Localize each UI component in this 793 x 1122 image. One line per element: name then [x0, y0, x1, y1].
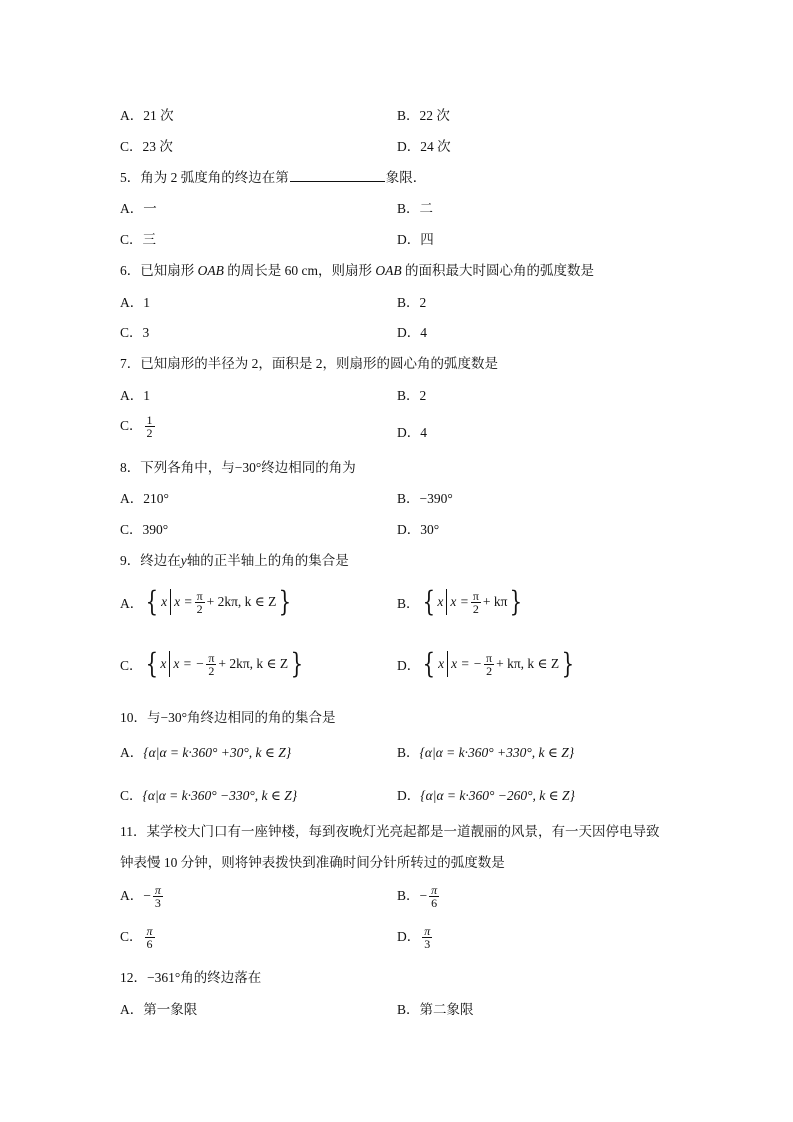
q11-b-num: π [431, 883, 438, 898]
q10-option-a-set: {α|α = k·360° +30°, k ∈ Z} [143, 745, 292, 760]
q9-b-tail: + kπ [482, 594, 508, 609]
q9-option-a [120, 585, 294, 618]
q10-option-a [120, 741, 291, 761]
q11-stem-line1: 11．某学校大门口有一座钟楼，每到夜晚灯光亮起都是一道靓丽的风景，有一天因停电导致 [120, 824, 660, 839]
q10-option-c-set: {α|α = k·360° −330°, k ∈ Z} [142, 788, 298, 803]
q9-a-fraction [195, 590, 205, 615]
q8-stem: 8．下列各角中，与−30°终边相同的角为 [120, 460, 356, 475]
q10-option-c-label: C． [120, 788, 143, 803]
left-brace-icon: { [145, 585, 159, 618]
q11-option-d-label: D． [397, 929, 421, 944]
left-brace-icon: { [422, 585, 435, 618]
left-brace-icon: { [145, 647, 158, 680]
q9-option-b [397, 585, 525, 618]
q6-stem [120, 259, 594, 279]
q4-option-b: B．22 次 [397, 108, 450, 123]
q10-option-b-label: B． [397, 745, 420, 760]
q7-option-d: D．4 [397, 425, 427, 440]
q9-option-b-label: B． [397, 596, 420, 611]
q9-c-eq: x = − [173, 656, 205, 671]
q5-stem-pre: 5．角为 2 弧度角的终边在第 [120, 170, 289, 185]
left-brace-icon: { [422, 647, 436, 680]
q11-a-sign: − [143, 888, 151, 903]
q6-option-d: D．4 [397, 325, 427, 340]
set-bar [169, 651, 170, 677]
right-brace-icon: } [279, 585, 292, 618]
q6-option-c: C．3 [120, 325, 150, 340]
q9-stem [120, 549, 349, 569]
q5-stem [120, 166, 426, 186]
right-brace-icon: } [290, 647, 304, 680]
q11-c-num: π [146, 924, 153, 939]
q8-option-d: D．30° [397, 522, 440, 537]
q7-option-b: B．2 [397, 388, 427, 403]
q9-b-eq: x = [450, 594, 469, 609]
q9-a-eq: x = [174, 594, 193, 609]
right-brace-icon: } [510, 585, 523, 618]
q9-b-var: x [437, 594, 444, 609]
q10-option-a-label: A． [120, 745, 144, 760]
q11-b-sign: − [419, 888, 428, 903]
q11-option-a [120, 884, 165, 909]
q6-sector-name-2: OAB [375, 263, 402, 278]
q9-d-var: x [438, 656, 445, 671]
set-bar [446, 589, 447, 615]
q10-option-d [397, 784, 575, 804]
q9-a-num: π [196, 588, 203, 603]
q11-option-c [120, 925, 157, 950]
q5-stem-post: 象限． [385, 170, 427, 185]
q9-c-num: π [208, 650, 215, 665]
q5-option-d: D．四 [397, 232, 434, 247]
q9-a-tail: + 2kπ, k ∈ Z [206, 594, 277, 609]
q9-c-fraction [206, 652, 216, 677]
q9-c-den: 2 [208, 663, 215, 678]
q11-stem-line2: 钟表慢 10 分钟，则将钟表拨快到准确时间分针所转过的弧度数是 [120, 855, 505, 870]
set-bar [447, 651, 448, 677]
q9-option-c-label: C． [120, 658, 143, 673]
q9-d-fraction [484, 652, 494, 677]
q9-option-d [397, 647, 577, 680]
q8-option-b: B．−390° [397, 491, 453, 506]
q9-a-den: 2 [196, 601, 203, 616]
q12-option-a: A．第一象限 [120, 1002, 198, 1017]
q11-b-fraction [429, 884, 439, 909]
q7-option-c-fraction [145, 414, 155, 439]
q11-c-fraction [145, 925, 155, 950]
q9-b-fraction [471, 590, 481, 615]
q9-option-a-label: A． [120, 596, 144, 611]
q11-b-den: 6 [431, 896, 438, 911]
q4-option-d: D．24 次 [397, 139, 451, 154]
q6-option-b: B．2 [397, 295, 427, 310]
set-bar [170, 589, 171, 615]
q11-option-a-label: A． [120, 888, 144, 903]
q10-stem: 10．与−30°角终边相同的角的集合是 [120, 710, 336, 725]
q5-option-b: B．二 [397, 201, 434, 216]
q11-d-num: π [424, 924, 431, 939]
q10-option-c [120, 784, 297, 804]
q9-b-den: 2 [472, 601, 479, 616]
q11-a-fraction [153, 884, 163, 909]
q9-c-var: x [160, 656, 167, 671]
q9-a-var: x [161, 594, 168, 609]
q9-c-tail: + 2kπ, k ∈ Z [218, 656, 289, 671]
q11-d-den: 3 [424, 937, 431, 952]
q5-option-a: A．一 [120, 201, 157, 216]
right-brace-icon: } [561, 647, 575, 680]
q11-c-den: 6 [146, 937, 153, 952]
q6-sector-name-1: OAB [197, 263, 224, 278]
q11-d-fraction [422, 925, 432, 950]
q11-option-c-label: C． [120, 929, 143, 944]
q11-option-d [397, 925, 434, 950]
q6-option-a: A．1 [120, 295, 150, 310]
q12-stem: 12．−361°角的终边落在 [120, 970, 262, 985]
q11-option-b [397, 884, 441, 909]
q10-option-b [397, 741, 574, 761]
q9-stem-part2: 轴的正半轴上的角的集合是 [186, 553, 349, 568]
q9-stem-part1: 9．终边在 [120, 553, 181, 568]
q7-option-c-label: C． [120, 418, 143, 433]
q9-d-den: 2 [486, 663, 493, 678]
q5-answer-blank [290, 169, 385, 182]
q9-axis-symbol: y [180, 553, 187, 568]
q7-c-denominator: 2 [146, 426, 153, 441]
q9-option-d-label: D． [397, 658, 421, 673]
q6-stem-part3: 的面积最大时圆心角的弧度数是 [401, 263, 594, 278]
q7-option-c [120, 414, 157, 439]
q6-stem-part2: 的周长是 60 cm，则扇形 [223, 263, 376, 278]
q8-option-a: A．210° [120, 491, 169, 506]
q5-option-c: C．三 [120, 232, 157, 247]
q7-c-numerator: 1 [146, 413, 153, 428]
q6-stem-part1: 6．已知扇形 [120, 263, 198, 278]
q10-option-d-set: {α|α = k·360° −260°, k ∈ Z} [420, 788, 575, 803]
q10-option-b-set: {α|α = k·360° +330°, k ∈ Z} [419, 745, 575, 760]
q9-d-num: π [486, 650, 493, 665]
q9-d-tail: + kπ, k ∈ Z [496, 656, 560, 671]
q7-stem: 7．已知扇形的半径为 2，面积是 2，则扇形的圆心角的弧度数是 [120, 356, 498, 371]
q11-option-b-label: B． [397, 888, 420, 903]
q9-option-c [120, 647, 306, 680]
q11-a-num: π [154, 883, 161, 898]
q12-option-b: B．第二象限 [397, 1002, 474, 1017]
q9-b-num: π [472, 588, 479, 603]
q8-option-c: C．390° [120, 522, 169, 537]
q4-option-a: A．21 次 [120, 108, 174, 123]
q11-a-den: 3 [154, 896, 161, 911]
q4-option-c: C．23 次 [120, 139, 173, 154]
q10-option-d-label: D． [397, 788, 421, 803]
q9-d-eq: x = − [451, 656, 483, 671]
q7-option-a: A．1 [120, 388, 150, 403]
